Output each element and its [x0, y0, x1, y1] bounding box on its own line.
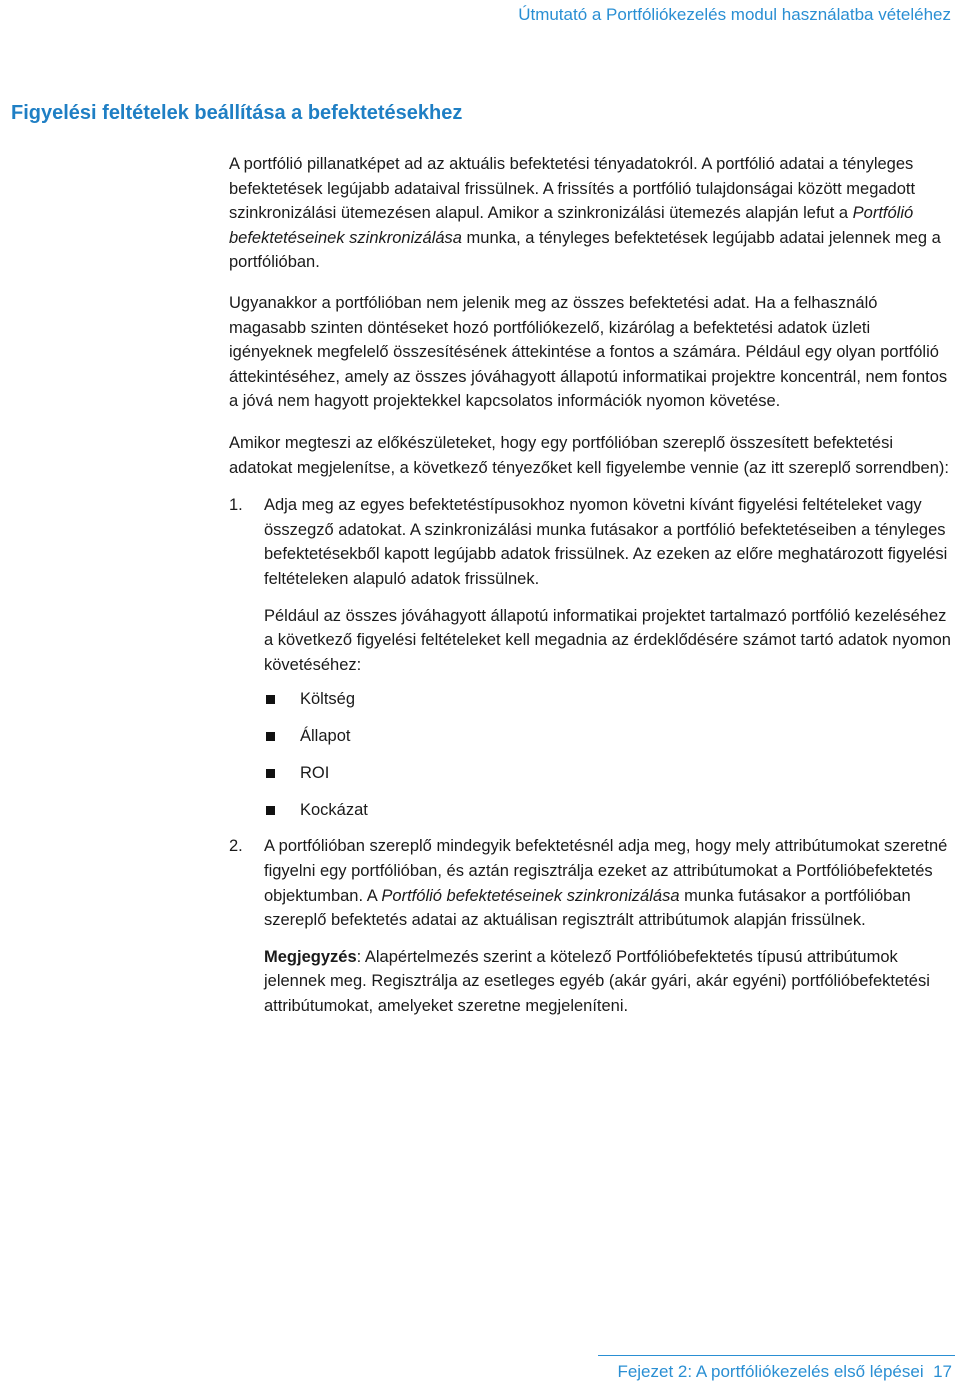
running-header: Útmutató a Portfóliókezelés modul használatba vételéhez: [518, 5, 951, 24]
square-bullet-icon: [266, 732, 275, 741]
step-number: 1.: [229, 496, 243, 515]
paragraph-not-all-data: Ugyanakkor a portfólióban nem jelenik meg az összes befektetési adat. Ha a felhasználó magasabb szinten döntéseket hozó portfóliókezelő, kizárólag a befektetési adatok üzleti igényeknek megfelelő összesítésének áttekintése a fontos a számára. Például egy olyan portfólió áttekintéséhez, amely az összes jóváhagyott állapotú informatikai projektre koncentrál, nem fontos a jóvá nem hagyott projektekkel kapcsolatos információk nyomon követése.: [229, 293, 948, 411]
job-name-italic: Portfólió befektetéseinek szinkronizálása: [381, 886, 680, 905]
paragraph-intro-text-a: A portfólió pillanatképet ad az aktuális befektetési tényadatokról. A portfólió adatai a tényleges befektetések legújabb adataival frissülnek. A frissítés a portfólió tulajdonságai között megadott szinkronizálási ütemezésen alapul. Amikor a szinkronizálási ütemezés alapján lefut a: [229, 155, 916, 223]
step-number: 2.: [229, 837, 243, 856]
body-content: [229, 152, 954, 1019]
footer-divider: [598, 1355, 955, 1356]
square-bullet-icon: [266, 769, 275, 778]
list-item: [264, 724, 954, 749]
list-item: [264, 798, 954, 823]
list-item-label: Költség: [300, 690, 356, 709]
step-text: [264, 834, 954, 932]
step-text-a: A portfólióban szereplő mindegyik befektetésnél adja meg, hogy mely attribútumokat szeretné figyelni egy portfólióban, és aztán regisztrálja ezeket az attribútumokat a Portfólióbefektetés objektumban. A: [264, 837, 948, 905]
bullet-list: [264, 687, 954, 822]
step-example-text: Például az összes jóváhagyott állapotú informatikai projektet tartalmazó portfólió kezeléséhez a következő figyelési feltételeket kell megadnia az érdeklődésére számot tartó adatok nyomon követéséhez:: [264, 606, 951, 674]
step-1: [229, 493, 954, 822]
note-label: Megjegyzés: [264, 947, 357, 966]
square-bullet-icon: [266, 806, 275, 815]
list-item-label: Állapot: [300, 727, 351, 746]
paragraph-intro-text-b: munka, a tényleges befektetések legújabb adatai jelennek meg a portfólióban.: [229, 228, 941, 272]
footer-chapter: Fejezet 2: A portfóliókezelés első lépései: [617, 1362, 924, 1381]
page-number: 17: [933, 1362, 952, 1381]
footer: [617, 1362, 952, 1382]
step-text: Adja meg az egyes befektetéstípusokhoz nyomon követni kívánt figyelési feltételeket vagy összegző adatokat. A szinkronizálási munka futásakor a portfólió befektetéseiben a tényleges befektetésekből kapott legújabb adatok frissülnek. Az ezeken az előre meghatározott figyelési feltételeken alapuló adatok frissülnek.: [264, 496, 948, 588]
note-text: : Alapértelmezés szerint a kötelező Portfólióbefektetés típusú attribútumok jelennek meg. Regisztrálja az esetleges egyéb (akár gyári, akár egyéni) portfólióbefektetési attribútumokat, amelyeket szeretne megjeleníteni.: [264, 947, 930, 1015]
step-2: [229, 834, 954, 1018]
paragraph-preparation: Amikor megteszi az előkészületeket, hogy egy portfólióban szereplő összesített befektetési adatokat megjelenítse, a következő tényezőket kell figyelembe vennie (az itt szereplő sorrendben):: [229, 433, 949, 477]
note-paragraph: [264, 945, 954, 1019]
section-title: Figyelési feltételek beállítása a befektetésekhez: [11, 102, 463, 124]
paragraph-intro: [229, 152, 954, 275]
list-item-label: ROI: [300, 763, 330, 782]
list-item: [264, 687, 954, 712]
list-item-label: Kockázat: [300, 800, 368, 819]
square-bullet-icon: [266, 695, 275, 704]
list-item: [264, 761, 954, 786]
job-name-italic: Portfólió befektetéseinek szinkronizálása: [229, 204, 914, 247]
step-text-b: munka futásakor a portfólióban szereplő befektetés adatai az aktuálisan regisztrált attribútumok alapján frissülnek.: [264, 886, 911, 930]
